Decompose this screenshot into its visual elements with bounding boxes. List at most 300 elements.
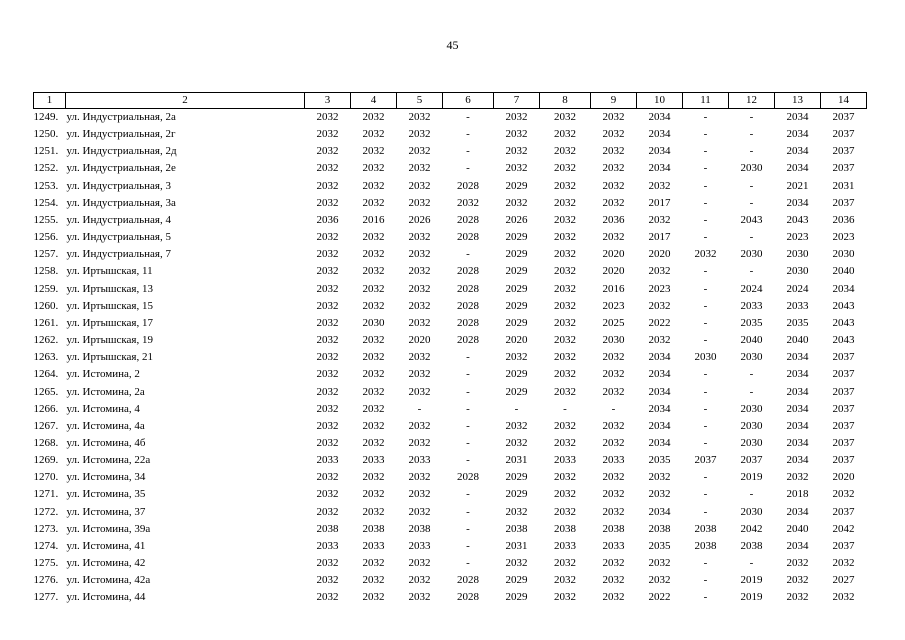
year-cell: 2032 xyxy=(408,282,431,295)
year-cell: 2023 xyxy=(648,282,671,295)
year-cell: 2033 xyxy=(602,539,625,552)
year-cell: - xyxy=(703,282,708,295)
year-cell: 2033 xyxy=(554,539,576,552)
year-cell: 2027 xyxy=(832,574,855,587)
year-cell: 2032 xyxy=(554,162,576,175)
row-number: 1252. xyxy=(33,162,59,175)
year-cell: 2034 xyxy=(648,385,671,398)
address-cell: ул. Истомина, 4а xyxy=(66,419,145,432)
year-cell: 2032 xyxy=(316,299,339,312)
address-cell: ул. Индустриальная, 4 xyxy=(66,213,171,226)
year-cell: 2032 xyxy=(362,557,385,570)
year-cell: 2029 xyxy=(505,299,528,312)
year-cell: - xyxy=(749,557,754,570)
year-cell: 2033 xyxy=(554,454,576,467)
address-cell: ул. Истомина, 42а xyxy=(66,574,151,587)
year-cell: 2032 xyxy=(362,402,385,415)
year-cell: 2040 xyxy=(832,265,855,278)
year-cell: 2020 xyxy=(505,334,528,347)
year-cell: - xyxy=(703,196,708,209)
year-cell: 2034 xyxy=(786,351,809,364)
year-cell: 2034 xyxy=(648,111,671,123)
year-cell: 2040 xyxy=(786,334,809,347)
year-cell: 2037 xyxy=(832,196,855,209)
address-cell: ул. Истомина, 37 xyxy=(66,505,146,518)
year-cell: 2037 xyxy=(832,419,855,432)
year-cell: 2032 xyxy=(554,419,576,432)
year-cell: 2038 xyxy=(505,522,528,535)
year-cell: 2042 xyxy=(832,522,855,535)
year-cell: 2029 xyxy=(505,488,528,501)
year-cell: 2032 xyxy=(408,505,431,518)
year-cell: 2036 xyxy=(832,213,855,226)
year-cell: 2032 xyxy=(554,436,576,449)
year-cell: 2034 xyxy=(786,368,809,381)
year-cell: - xyxy=(466,522,470,535)
year-cell: 2033 xyxy=(316,539,339,552)
year-cell: 2038 xyxy=(694,539,717,552)
row-number: 1269. xyxy=(33,454,59,467)
year-cell: 2034 xyxy=(832,282,855,295)
year-cell: - xyxy=(749,128,754,141)
row-number: 1251. xyxy=(33,145,59,158)
year-cell: 2043 xyxy=(740,213,763,226)
year-cell: 2032 xyxy=(602,351,625,364)
year-cell: 2023 xyxy=(786,231,809,244)
year-cell: - xyxy=(703,402,708,415)
address-cell: ул. Истомина, 44 xyxy=(66,591,146,604)
year-cell: 2038 xyxy=(694,522,717,535)
year-cell: 2032 xyxy=(362,471,385,484)
year-cell: 2018 xyxy=(786,488,809,501)
header-cell: 7 xyxy=(494,93,540,109)
year-cell: 2028 xyxy=(457,265,479,278)
year-cell: 2032 xyxy=(408,145,431,158)
year-cell: 2032 xyxy=(602,368,625,381)
year-cell: 2032 xyxy=(408,265,431,278)
year-cell: 2032 xyxy=(648,299,671,312)
year-cell: 2030 xyxy=(786,248,809,261)
year-cell: 2032 xyxy=(505,162,528,175)
year-cell: 2032 xyxy=(602,111,625,123)
year-cell: 2032 xyxy=(554,368,576,381)
table-row xyxy=(34,229,867,246)
year-cell: 2034 xyxy=(786,454,809,467)
year-cell: 2032 xyxy=(602,162,625,175)
year-cell: 2029 xyxy=(505,471,528,484)
address-cell: ул. Иртышская, 11 xyxy=(66,265,153,278)
year-cell: 2032 xyxy=(554,299,576,312)
year-cell: 2026 xyxy=(505,213,528,226)
year-cell: 2038 xyxy=(602,522,625,535)
year-cell: 2032 xyxy=(554,334,576,347)
year-cell: 2038 xyxy=(316,522,339,535)
year-cell: 2032 xyxy=(362,505,385,518)
year-cell: - xyxy=(703,213,708,226)
row-number: 1255. xyxy=(33,213,59,226)
year-cell: 2037 xyxy=(832,539,855,552)
year-cell: 2032 xyxy=(362,282,385,295)
year-cell: 2032 xyxy=(648,471,671,484)
row-number: 1277. xyxy=(33,591,59,604)
year-cell: 2030 xyxy=(740,351,763,364)
table-row xyxy=(34,521,867,538)
year-cell: 2030 xyxy=(740,162,763,175)
year-cell: 2028 xyxy=(457,471,479,484)
year-cell: 2030 xyxy=(694,351,717,364)
year-cell: 2032 xyxy=(554,265,576,278)
year-cell: 2037 xyxy=(694,454,717,467)
year-cell: 2037 xyxy=(832,128,855,141)
year-cell: 2037 xyxy=(832,385,855,398)
year-cell: - xyxy=(466,162,470,175)
year-cell: 2033 xyxy=(408,454,431,467)
year-cell: 2032 xyxy=(408,299,431,312)
year-cell: 2032 xyxy=(602,436,625,449)
year-cell: 2032 xyxy=(316,231,339,244)
year-cell: 2032 xyxy=(554,557,576,570)
year-cell: 2033 xyxy=(602,454,625,467)
year-cell: - xyxy=(466,128,470,141)
year-cell: 2032 xyxy=(554,282,576,295)
year-cell: 2032 xyxy=(362,385,385,398)
year-cell: 2031 xyxy=(505,539,528,552)
year-cell: 2032 xyxy=(602,128,625,141)
address-cell: ул. Истомина, 35 xyxy=(66,488,146,501)
table-body xyxy=(34,109,867,607)
year-cell: 2032 xyxy=(505,111,528,123)
row-number: 1257. xyxy=(33,248,59,261)
row-number: 1253. xyxy=(33,179,59,192)
year-cell: 2032 xyxy=(362,128,385,141)
year-cell: 2040 xyxy=(786,522,809,535)
header-row xyxy=(34,93,867,109)
year-cell: 2030 xyxy=(740,248,763,261)
row-number: 1258. xyxy=(33,265,59,278)
row-number: 1250. xyxy=(33,128,59,141)
year-cell: 2032 xyxy=(408,488,431,501)
table-row xyxy=(34,143,867,160)
year-cell: 2032 xyxy=(408,436,431,449)
table-row xyxy=(34,332,867,349)
year-cell: 2032 xyxy=(316,505,339,518)
year-cell: 2032 xyxy=(362,248,385,261)
year-cell: 2032 xyxy=(362,574,385,587)
year-cell: 2032 xyxy=(602,231,625,244)
table-row xyxy=(34,298,867,315)
year-cell: 2032 xyxy=(362,145,385,158)
year-cell: 2034 xyxy=(648,128,671,141)
year-cell: 2032 xyxy=(316,145,339,158)
table-row xyxy=(34,178,867,195)
year-cell: 2017 xyxy=(648,231,671,244)
year-cell: 2030 xyxy=(740,505,763,518)
year-cell: 2032 xyxy=(408,111,431,123)
year-cell: 2032 xyxy=(316,385,339,398)
table-row xyxy=(34,504,867,521)
year-cell: 2032 xyxy=(362,368,385,381)
year-cell: 2038 xyxy=(554,522,576,535)
year-cell: 2020 xyxy=(408,334,431,347)
year-cell: 2028 xyxy=(457,334,479,347)
header-cell: 9 xyxy=(591,93,637,109)
row-number: 1275. xyxy=(33,557,59,570)
year-cell: 2037 xyxy=(832,402,855,415)
table-row xyxy=(34,126,867,143)
year-cell: - xyxy=(749,265,754,278)
year-cell: 2022 xyxy=(648,591,671,604)
year-cell: 2033 xyxy=(786,299,809,312)
year-cell: 2042 xyxy=(740,522,763,535)
year-cell: 2030 xyxy=(362,316,385,329)
year-cell: 2020 xyxy=(832,471,855,484)
year-cell: 2038 xyxy=(740,539,763,552)
year-cell: 2032 xyxy=(408,316,431,329)
year-cell: 2031 xyxy=(505,454,528,467)
year-cell: - xyxy=(749,385,754,398)
row-number: 1266. xyxy=(33,402,59,415)
address-cell: ул. Истомина, 39а xyxy=(66,522,151,535)
year-cell: 2028 xyxy=(457,231,479,244)
year-cell: - xyxy=(611,402,616,415)
year-cell: 2030 xyxy=(740,419,763,432)
year-cell: 2029 xyxy=(505,368,528,381)
table-row xyxy=(34,555,867,572)
header-cell: 3 xyxy=(305,93,351,109)
table-row xyxy=(34,452,867,469)
row-number: 1256. xyxy=(33,231,59,244)
year-cell: 2032 xyxy=(505,436,528,449)
year-cell: 2032 xyxy=(602,471,625,484)
year-cell: 2019 xyxy=(740,574,763,587)
address-cell: ул. Истомина, 42 xyxy=(66,557,146,570)
year-cell: 2032 xyxy=(408,574,431,587)
year-cell: 2029 xyxy=(505,385,528,398)
year-cell: 2032 xyxy=(554,574,576,587)
year-cell: 2038 xyxy=(362,522,385,535)
year-cell: 2032 xyxy=(602,488,625,501)
year-cell: 2029 xyxy=(505,265,528,278)
year-cell: 2032 xyxy=(602,145,625,158)
year-cell: 2032 xyxy=(362,351,385,364)
year-cell: 2016 xyxy=(362,213,385,226)
year-cell: 2020 xyxy=(602,248,625,261)
year-cell: - xyxy=(466,557,470,570)
header-cell: 8 xyxy=(540,93,591,109)
row-number: 1273. xyxy=(33,522,59,535)
year-cell: 2020 xyxy=(648,248,671,261)
year-cell: - xyxy=(749,111,754,123)
year-cell: - xyxy=(703,265,708,278)
year-cell: 2032 xyxy=(408,471,431,484)
year-cell: 2032 xyxy=(316,162,339,175)
table-row xyxy=(34,315,867,332)
year-cell: 2032 xyxy=(408,351,431,364)
table-row xyxy=(34,160,867,177)
year-cell: 2037 xyxy=(832,111,855,123)
year-cell: 2040 xyxy=(740,334,763,347)
year-cell: 2034 xyxy=(786,402,809,415)
table-row xyxy=(34,366,867,383)
year-cell: 2030 xyxy=(602,334,625,347)
header-cell: 5 xyxy=(397,93,443,109)
year-cell: - xyxy=(703,316,708,329)
year-cell: - xyxy=(749,231,754,244)
year-cell: 2032 xyxy=(602,385,625,398)
year-cell: 2032 xyxy=(362,436,385,449)
address-cell: ул. Индустриальная, 2е xyxy=(66,162,176,175)
year-cell: 2032 xyxy=(316,282,339,295)
year-cell: 2032 xyxy=(554,213,576,226)
year-cell: 2028 xyxy=(457,316,479,329)
table-row xyxy=(34,401,867,418)
year-cell: 2032 xyxy=(316,368,339,381)
year-cell: 2034 xyxy=(786,111,809,123)
year-cell: 2029 xyxy=(505,591,528,604)
year-cell: 2032 xyxy=(362,334,385,347)
year-cell: 2032 xyxy=(408,196,431,209)
year-cell: 2033 xyxy=(316,454,339,467)
year-cell: 2034 xyxy=(786,419,809,432)
year-cell: - xyxy=(466,145,470,158)
table-row xyxy=(34,435,867,452)
year-cell: 2032 xyxy=(832,488,855,501)
header-cell: 14 xyxy=(821,93,867,109)
year-cell: 2034 xyxy=(648,368,671,381)
year-cell: 2043 xyxy=(832,316,855,329)
year-cell: 2038 xyxy=(408,522,431,535)
year-cell: 2032 xyxy=(362,162,385,175)
year-cell: 2032 xyxy=(554,248,576,261)
year-cell: 2032 xyxy=(505,419,528,432)
year-cell: 2032 xyxy=(602,505,625,518)
year-cell: - xyxy=(466,539,470,552)
year-cell: 2032 xyxy=(602,557,625,570)
year-cell: 2032 xyxy=(648,334,671,347)
year-cell: 2043 xyxy=(832,299,855,312)
year-cell: 2032 xyxy=(786,591,809,604)
year-cell: 2032 xyxy=(554,471,576,484)
year-cell: 2032 xyxy=(316,471,339,484)
year-cell: 2032 xyxy=(316,351,339,364)
year-cell: 2032 xyxy=(316,265,339,278)
year-cell: 2032 xyxy=(554,505,576,518)
address-cell: ул. Иртышская, 21 xyxy=(66,351,153,364)
table-row xyxy=(34,246,867,263)
year-cell: - xyxy=(703,488,708,501)
year-cell: - xyxy=(703,231,708,244)
year-cell: 2032 xyxy=(408,179,431,192)
year-cell: 2032 xyxy=(316,111,339,123)
year-cell: 2034 xyxy=(648,419,671,432)
year-cell: 2032 xyxy=(408,128,431,141)
year-cell: 2026 xyxy=(408,213,431,226)
year-cell: 2034 xyxy=(786,128,809,141)
year-cell: 2032 xyxy=(648,488,671,501)
year-cell: 2032 xyxy=(694,248,717,261)
year-cell: - xyxy=(466,368,470,381)
year-cell: 2032 xyxy=(316,334,339,347)
year-cell: - xyxy=(703,385,708,398)
year-cell: 2034 xyxy=(786,162,809,175)
year-cell: 2030 xyxy=(786,265,809,278)
year-cell: 2034 xyxy=(786,505,809,518)
year-cell: 2037 xyxy=(832,162,855,175)
year-cell: 2032 xyxy=(786,557,809,570)
year-cell: 2019 xyxy=(740,471,763,484)
table-row xyxy=(34,486,867,503)
table-row xyxy=(34,349,867,366)
year-cell: 2032 xyxy=(316,419,339,432)
year-cell: 2024 xyxy=(740,282,763,295)
year-cell: - xyxy=(466,454,470,467)
address-cell: ул. Истомина, 4б xyxy=(66,436,146,449)
year-cell: 2032 xyxy=(554,488,576,501)
year-cell: 2043 xyxy=(832,334,855,347)
year-cell: 2032 xyxy=(505,351,528,364)
buildings-table xyxy=(33,92,867,607)
year-cell: 2034 xyxy=(786,145,809,158)
year-cell: 2032 xyxy=(832,591,855,604)
row-number: 1262. xyxy=(33,334,59,347)
address-cell: ул. Индустриальная, 5 xyxy=(66,231,171,244)
header-cell: 2 xyxy=(66,93,305,109)
year-cell: 2034 xyxy=(648,436,671,449)
year-cell: 2034 xyxy=(648,162,671,175)
year-cell: 2028 xyxy=(457,282,479,295)
year-cell: 2032 xyxy=(362,231,385,244)
row-number: 1263. xyxy=(33,351,59,364)
table-row xyxy=(34,281,867,298)
year-cell: - xyxy=(563,402,567,415)
year-cell: 2032 xyxy=(505,505,528,518)
year-cell: - xyxy=(466,402,470,415)
year-cell: 2036 xyxy=(316,213,339,226)
row-number: 1271. xyxy=(33,488,59,501)
year-cell: 2032 xyxy=(408,162,431,175)
address-cell: ул. Истомина, 34 xyxy=(66,471,146,484)
year-cell: - xyxy=(703,505,708,518)
year-cell: 2032 xyxy=(362,179,385,192)
year-cell: - xyxy=(466,505,470,518)
table-row xyxy=(34,418,867,435)
year-cell: 2032 xyxy=(408,591,431,604)
year-cell: 2032 xyxy=(316,402,339,415)
year-cell: 2032 xyxy=(316,316,339,329)
header-cell: 6 xyxy=(443,93,494,109)
year-cell: 2032 xyxy=(554,591,576,604)
header-cell: 4 xyxy=(351,93,397,109)
year-cell: 2028 xyxy=(457,574,479,587)
year-cell: 2035 xyxy=(740,316,763,329)
table-row xyxy=(34,384,867,401)
year-cell: 2032 xyxy=(408,368,431,381)
year-cell: 2032 xyxy=(408,231,431,244)
address-cell: ул. Истомина, 22а xyxy=(66,454,151,467)
year-cell: - xyxy=(749,196,754,209)
year-cell: - xyxy=(703,179,708,192)
year-cell: 2020 xyxy=(602,265,625,278)
address-cell: ул. Иртышская, 13 xyxy=(66,282,153,295)
year-cell: 2032 xyxy=(602,574,625,587)
year-cell: - xyxy=(749,145,754,158)
year-cell: 2032 xyxy=(602,419,625,432)
year-cell: 2034 xyxy=(648,145,671,158)
year-cell: 2035 xyxy=(786,316,809,329)
year-cell: - xyxy=(466,436,470,449)
year-cell: 2032 xyxy=(316,591,339,604)
year-cell: 2032 xyxy=(554,128,576,141)
